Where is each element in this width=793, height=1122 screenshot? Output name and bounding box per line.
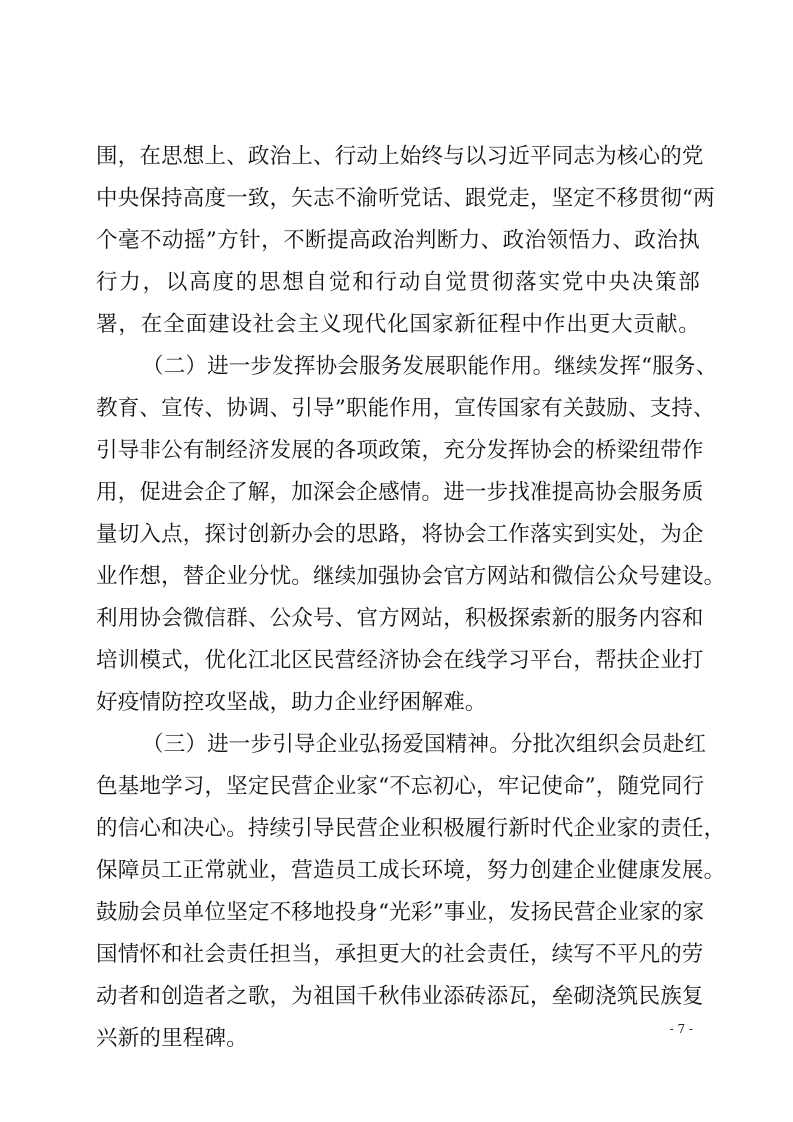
text-line: 围，在思想上、政治上、行动上始终与以习近平同志为核心的党	[96, 144, 704, 169]
page-number: - 7 -	[669, 1022, 693, 1036]
text-line: 利用协会微信群、公众号、官方网站，积极探索新的服务内容和	[96, 606, 704, 631]
section-heading-2: （二）进一步发挥协会服务发展职能作用。继续发挥“服务、	[142, 354, 718, 379]
text-line: 用，促进会企了解，加深会企感情。进一步找准提高协会服务质	[96, 480, 704, 505]
text-line: 中央保持高度一致，矢志不渝听党话、跟党走，坚定不移贯彻“两	[96, 186, 715, 211]
section-heading-3: （三）进一步引导企业弘扬爱国精神。分批次组织会员赴红	[142, 732, 707, 757]
text-line: 引导非公有制经济发展的各项政策，充分发挥协会的桥梁纽带作	[96, 438, 704, 463]
text-line: 动者和创造者之歌，为祖国千秋伟业添砖添瓦，垒砌浇筑民族复	[96, 984, 704, 1009]
text-line: 好疫情防控攻坚战，助力企业纾困解难。	[96, 690, 487, 715]
text-line: 行力，以高度的思想自觉和行动自觉贯彻落实党中央决策部	[96, 270, 700, 295]
text-line: 量切入点，探讨创新办会的思路，将协会工作落实到实处，为企	[96, 522, 704, 547]
text-line: 的信心和决心。持续引导民营企业积极履行新时代企业家的责任，	[96, 816, 726, 841]
text-line: 鼓励会员单位坚定不移地投身“光彩”事业，发扬民营企业家的家	[96, 900, 705, 925]
text-line: 培训模式，优化江北区民营经济协会在线学习平台，帮扶企业打	[96, 648, 704, 673]
text-line: 色基地学习，坚定民营企业家“不忘初心，牢记使命”，随党同行	[96, 774, 705, 799]
text-line: 业作想，替企业分忧。继续加强协会官方网站和微信公众号建设。	[96, 564, 726, 589]
text-line: 兴新的里程碑。	[96, 1026, 248, 1051]
text-line: 署，在全面建设社会主义现代化国家新征程中作出更大贡献。	[96, 312, 700, 337]
text-line: 教育、宣传、协调、引导”职能作用，宣传国家有关鼓励、支持、	[96, 396, 715, 421]
text-line: 个毫不动摇”方针，不断提高政治判断力、政治领悟力、政治执	[96, 228, 700, 253]
text-line: 保障员工正常就业，营造员工成长环境，努力创建企业健康发展。	[96, 858, 726, 883]
text-line: 国情怀和社会责任担当，承担更大的社会责任，续写不平凡的劳	[96, 942, 704, 967]
